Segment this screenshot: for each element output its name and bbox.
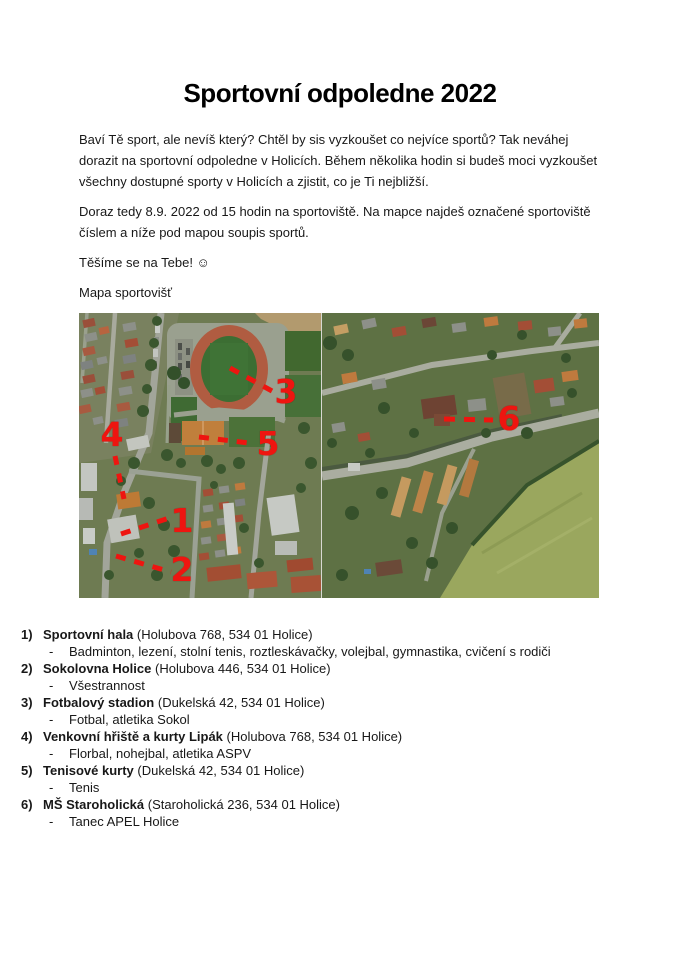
activity-text: Všestrannost [69, 678, 145, 693]
venue-address: (Holubova 768, 534 01 Holice) [136, 627, 313, 642]
venue-name: Venkovní hřiště a kurty Lipák [43, 729, 223, 744]
event-date-paragraph: Doraz tedy 8.9. 2022 od 15 hodin na sportoviště. Na mapce najdeš označené sportoviště číslem a níže pod mapou soupis sportů. [79, 204, 591, 240]
activity-dash: - [49, 678, 54, 693]
venue-item-4 [0, 728, 678, 762]
venue-name: Fotbalový stadion [43, 695, 155, 710]
training-pitch [285, 331, 321, 371]
outdoor-court [116, 491, 141, 509]
map-marker-2: 2 [170, 550, 194, 590]
venue-address: (Staroholická 236, 534 01 Holice) [147, 797, 340, 812]
map-marker-6: 6 [497, 399, 521, 439]
venue-item-6 [0, 796, 678, 830]
venue-item-2 [0, 660, 678, 694]
activity-dash: - [49, 814, 54, 829]
venue-number: 3) [21, 695, 33, 710]
activity-dash: - [49, 712, 54, 727]
venue-address: (Dukelská 42, 534 01 Holice) [157, 695, 325, 710]
map-marker-4: 4 [100, 415, 124, 455]
map-marker-5: 5 [256, 424, 280, 464]
activity-text: Florbal, nohejbal, atletika ASPV [69, 746, 252, 761]
venue-name: Sportovní hala [43, 627, 134, 642]
venue-number: 4) [21, 729, 33, 744]
venue-number: 1) [21, 627, 33, 642]
page-title: Sportovní odpoledne 2022 [183, 78, 497, 108]
venue-number: 5) [21, 763, 33, 778]
sports-hall-building [107, 515, 140, 544]
map-marker-3: 3 [274, 372, 298, 412]
pool [364, 569, 371, 574]
map-marker-1: 1 [170, 501, 194, 541]
venue-name: MŠ Staroholická [43, 797, 145, 812]
venue-name: Tenisové kurty [43, 763, 134, 778]
venue-list [0, 626, 678, 830]
venue-number: 2) [21, 661, 33, 676]
stadium-track [190, 325, 268, 413]
pool [89, 549, 97, 555]
activity-dash: - [49, 746, 54, 761]
venue-item-1 [0, 626, 678, 660]
map-right-photo [322, 313, 599, 598]
venue-address: (Dukelská 42, 534 01 Holice) [137, 763, 305, 778]
activity-text: Fotbal, atletika Sokol [69, 712, 190, 727]
venue-number: 6) [21, 797, 33, 812]
activity-text: Badminton, lezení, stolní tenis, roztleskávačky, volejbal, gymnastika, cvičení s rodiči [69, 644, 551, 659]
aerial-map-image [79, 313, 599, 598]
closing-paragraph: Těšíme se na Tebe! ☺ [79, 255, 210, 270]
activity-text: Tenis [69, 780, 100, 795]
venue-address: (Holubova 768, 534 01 Holice) [226, 729, 403, 744]
sports-map [79, 313, 599, 598]
marker-line-6 [444, 419, 493, 420]
venue-address: (Holubova 446, 534 01 Holice) [155, 661, 331, 676]
activity-text: Tanec APEL Holice [69, 814, 180, 829]
map-left-photo [79, 313, 322, 598]
venue-item-5 [0, 762, 678, 796]
venue-item-3 [0, 694, 678, 728]
venue-name: Sokolovna Holice [43, 661, 152, 676]
map-caption: Mapa sportovišť [79, 285, 173, 300]
activity-dash: - [49, 644, 54, 659]
intro-paragraph: Baví Tě sport, ale nevíš který? Chtěl by sis vyzkoušet co nejvíce sportů? Tak neváhej dorazit na sportovní odpoledne v Holicích. Během několika hodin si budeš moci vyzkoušet všechny dostupné sporty v Holicích a zjistit, co je Ti nejbližší. [79, 132, 598, 189]
warehouse-building [266, 494, 299, 536]
activity-dash: - [49, 780, 54, 795]
